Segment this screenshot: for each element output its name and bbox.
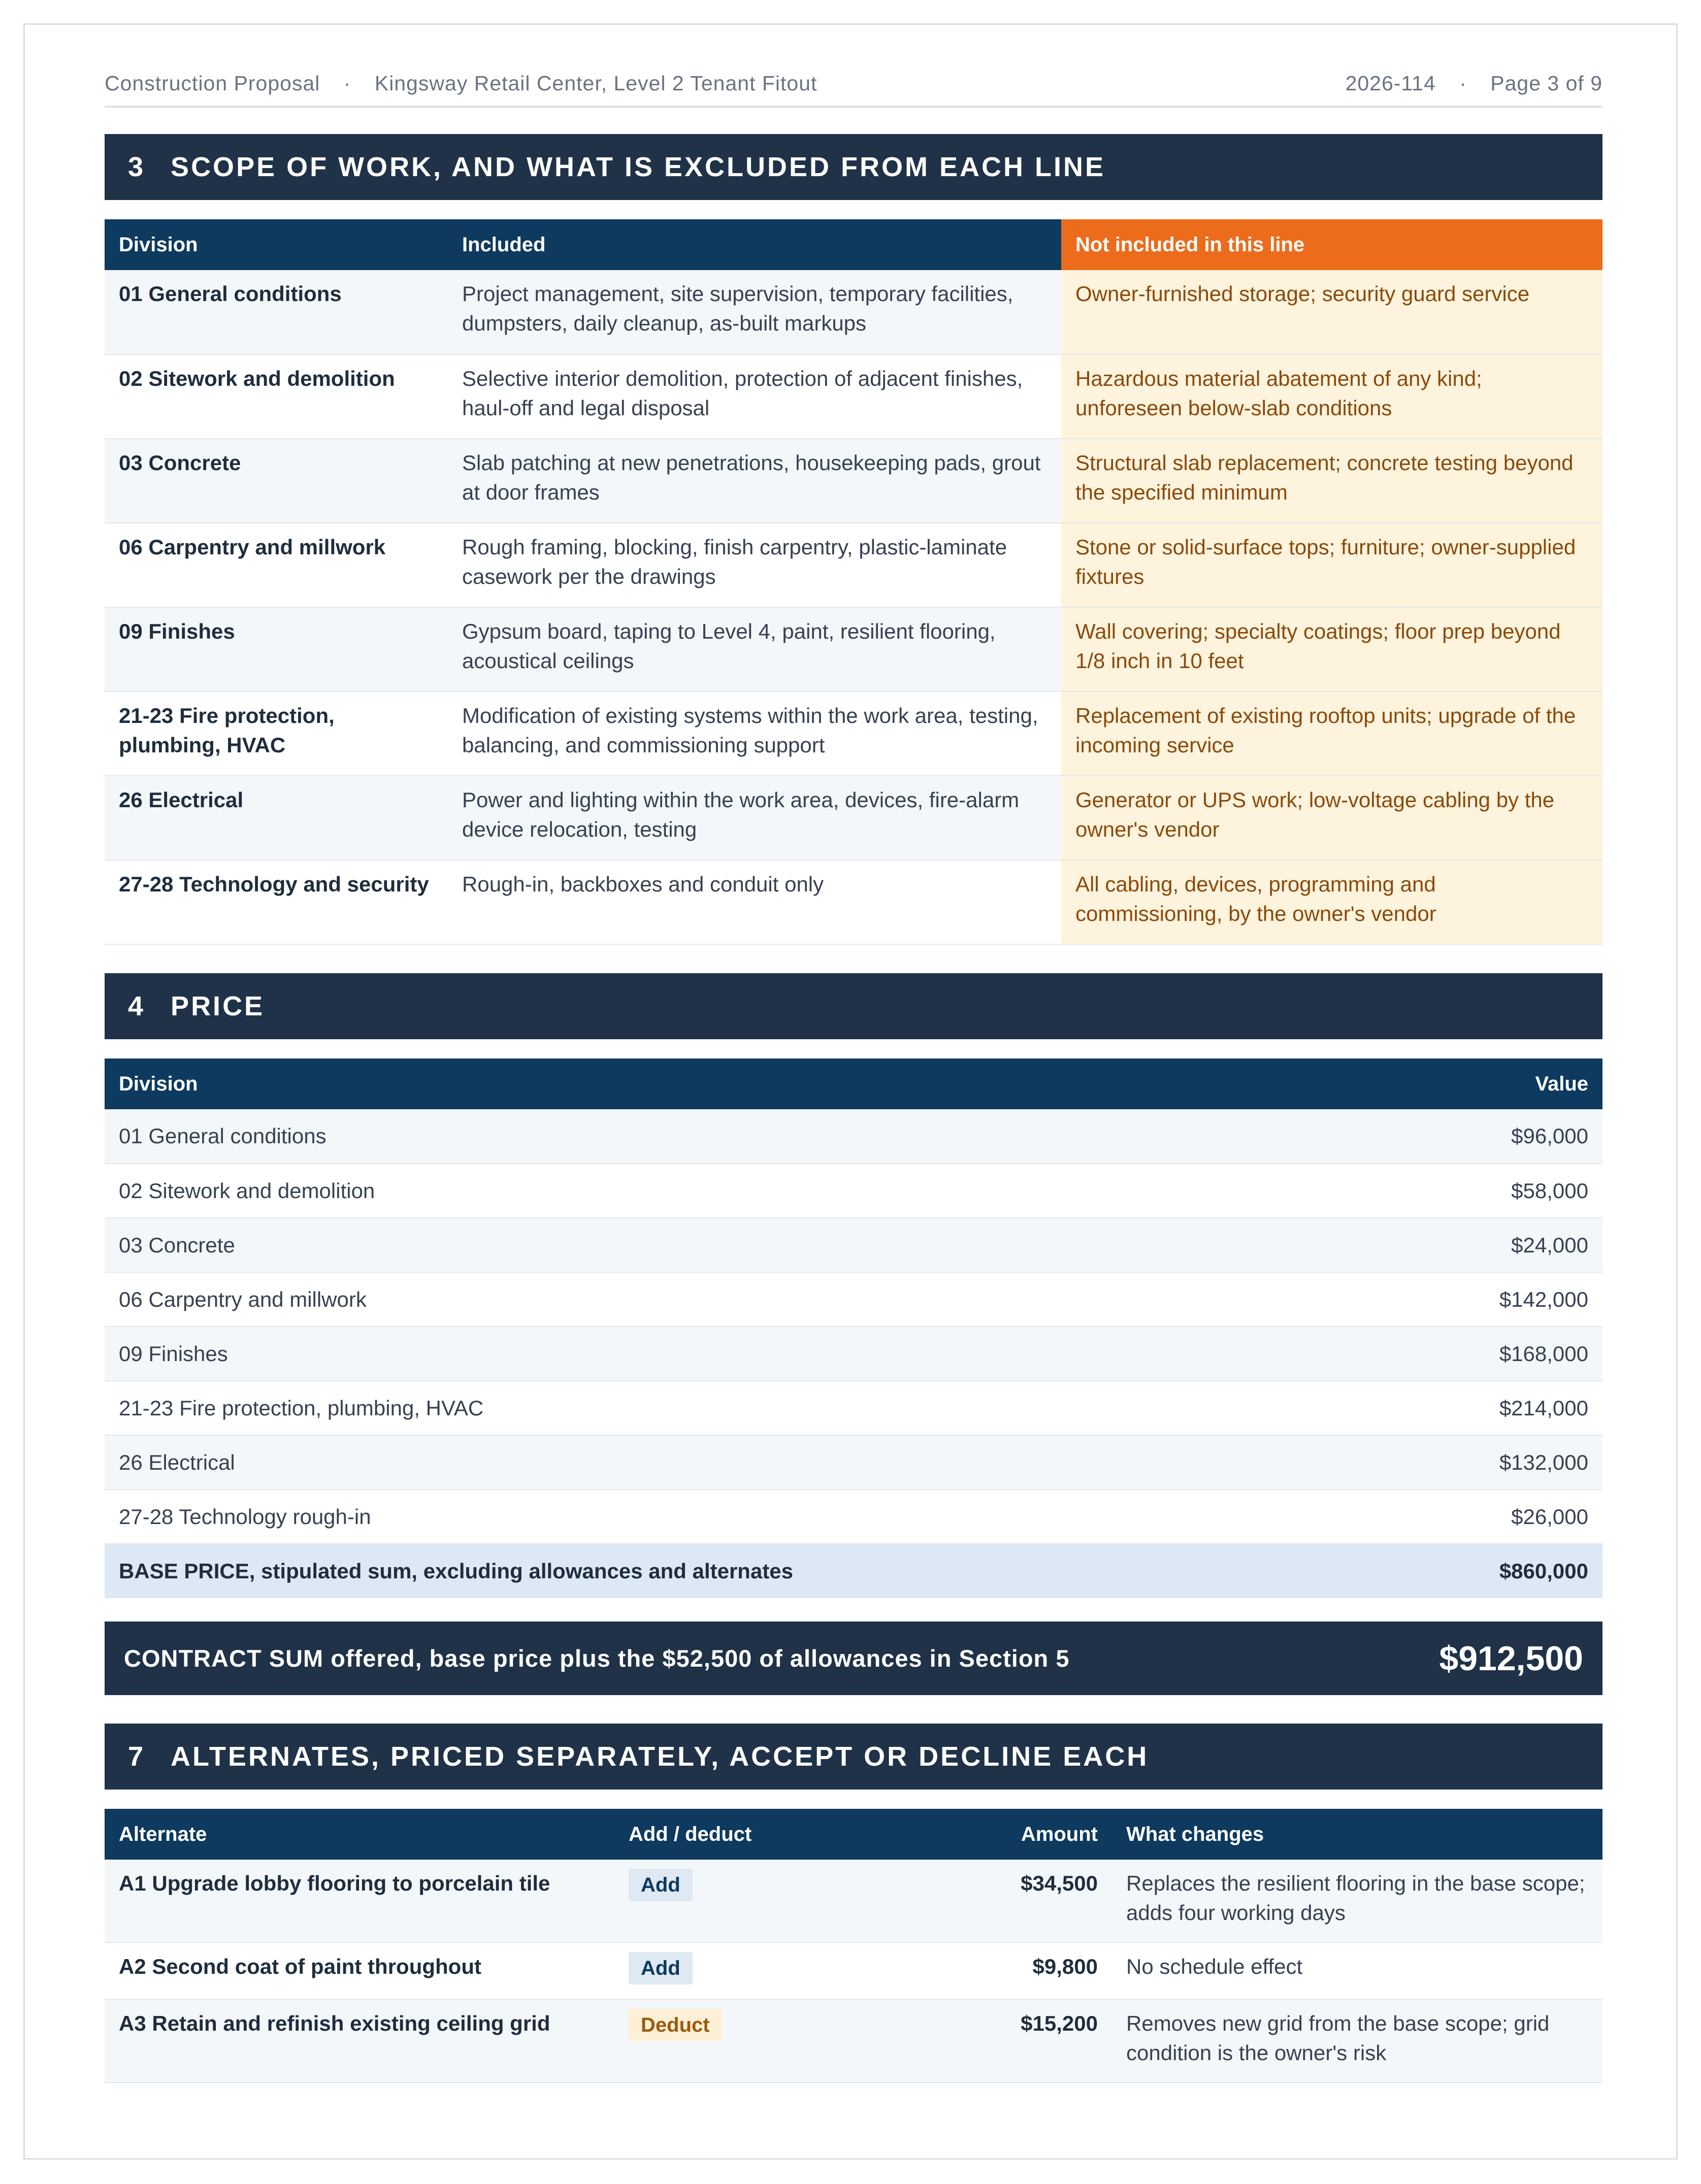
division-cell: 01 General conditions [105, 270, 448, 354]
doc-type: Construction Proposal [105, 71, 320, 95]
price-table [105, 1058, 1602, 1598]
table-header-row [105, 1058, 1602, 1109]
page-content [105, 61, 1602, 2083]
table-row [105, 1381, 1602, 1435]
section-number: 4 [128, 991, 146, 1021]
table-row [105, 607, 1602, 691]
header-right [1346, 72, 1602, 95]
included-cell: Rough framing, blocking, finish carpentry, plastic-laminate casework per the drawings [448, 523, 1061, 607]
table-row [105, 1435, 1602, 1490]
header-separator: · [1459, 71, 1467, 95]
amount-cell: $15,200 [838, 1999, 1112, 2082]
alternates-table [105, 1809, 1602, 2083]
division-cell: 26 Electrical [105, 776, 448, 860]
section-number: 7 [128, 1741, 146, 1772]
column-header: Alternate [105, 1809, 614, 1860]
base-price-label: BASE PRICE, stipulated sum, excluding allowances and alternates [105, 1544, 1323, 1598]
proposal-number: 2026-114 [1345, 71, 1436, 95]
alternate-cell: A1 Upgrade lobby flooring to porcelain tile [105, 1860, 614, 1942]
changes-cell: Replaces the resilient flooring in the base scope; adds four working days [1112, 1860, 1602, 1942]
page-number: Page 3 of 9 [1490, 71, 1602, 95]
table-row [105, 1272, 1602, 1327]
included-cell: Slab patching at new penetrations, housekeeping pads, grout at door frames [448, 439, 1061, 523]
division-cell: 02 Sitework and demolition [105, 354, 448, 439]
alternate-cell: A3 Retain and refinish existing ceiling grid [105, 1999, 614, 2082]
excluded-cell: All cabling, devices, programming and commissioning, by the owner's vendor [1061, 860, 1602, 944]
amount-cell: $9,800 [838, 1942, 1112, 1999]
section-title: PRICE [171, 991, 265, 1021]
section-7-heading [105, 1724, 1602, 1790]
table-row [105, 1490, 1602, 1544]
base-price-row [105, 1544, 1602, 1598]
value-cell: $58,000 [1323, 1164, 1602, 1218]
scope-table [105, 219, 1602, 945]
table-row [105, 270, 1602, 354]
excluded-cell: Structural slab replacement; concrete testing beyond the specified minimum [1061, 439, 1602, 523]
changes-cell: Removes new grid from the base scope; grid condition is the owner's risk [1112, 1999, 1602, 2082]
table-row [105, 1164, 1602, 1218]
division-cell: 02 Sitework and demolition [105, 1164, 1323, 1218]
type-cell [614, 1942, 838, 1999]
value-cell: $142,000 [1323, 1272, 1602, 1327]
excluded-cell: Hazardous material abatement of any kind; unforeseen below-slab conditions [1061, 354, 1602, 439]
division-cell: 09 Finishes [105, 1327, 1323, 1381]
contract-sum-label: CONTRACT SUM offered, base price plus the $52,500 of allowances in Section 5 [124, 1645, 1070, 1672]
table-row [105, 860, 1602, 944]
division-cell: 03 Concrete [105, 439, 448, 523]
excluded-cell: Replacement of existing rooftop units; upgrade of the incoming service [1061, 691, 1602, 776]
division-cell: 26 Electrical [105, 1435, 1323, 1490]
division-cell: 06 Carpentry and millwork [105, 523, 448, 607]
table-row [105, 354, 1602, 439]
value-cell: $26,000 [1323, 1490, 1602, 1544]
header-left [105, 72, 817, 95]
column-header: Amount [838, 1809, 1112, 1860]
value-cell: $132,000 [1323, 1435, 1602, 1490]
table-row [105, 1942, 1602, 1999]
excluded-cell: Stone or solid-surface tops; furniture; owner-supplied fixtures [1061, 523, 1602, 607]
column-header: Division [105, 1058, 1323, 1109]
column-header: Not included in this line [1061, 219, 1602, 270]
division-cell: 21-23 Fire protection, plumbing, HVAC [105, 1381, 1323, 1435]
excluded-cell: Generator or UPS work; low-voltage cabling by the owner's vendor [1061, 776, 1602, 860]
project-name: Kingsway Retail Center, Level 2 Tenant Fitout [374, 71, 817, 95]
value-cell: $24,000 [1323, 1218, 1602, 1272]
column-header: What changes [1112, 1809, 1602, 1860]
section-number: 3 [128, 152, 146, 182]
included-cell: Selective interior demolition, protection of adjacent finishes, haul-off and legal disposal [448, 354, 1061, 439]
table-row [105, 776, 1602, 860]
table-row [105, 1860, 1602, 1942]
column-header: Included [448, 219, 1061, 270]
changes-cell: No schedule effect [1112, 1942, 1602, 1999]
division-cell: 27-28 Technology rough-in [105, 1490, 1323, 1544]
value-cell: $168,000 [1323, 1327, 1602, 1381]
base-price-value: $860,000 [1323, 1544, 1602, 1598]
table-row [105, 523, 1602, 607]
contract-sum-value: $912,500 [1439, 1639, 1583, 1678]
type-cell [614, 1999, 838, 2082]
included-cell: Rough-in, backboxes and conduit only [448, 860, 1061, 944]
value-cell: $96,000 [1323, 1109, 1602, 1164]
table-row [105, 1999, 1602, 2082]
division-cell: 21-23 Fire protection, plumbing, HVAC [105, 691, 448, 776]
header-separator: · [343, 71, 351, 95]
add-badge: Add [629, 1952, 693, 1984]
included-cell: Gypsum board, taping to Level 4, paint, resilient flooring, acoustical ceilings [448, 607, 1061, 691]
type-cell [614, 1860, 838, 1942]
table-row [105, 1109, 1602, 1164]
division-cell: 27-28 Technology and security [105, 860, 448, 944]
included-cell: Power and lighting within the work area, devices, fire-alarm device relocation, testing [448, 776, 1061, 860]
division-cell: 06 Carpentry and millwork [105, 1272, 1323, 1327]
running-header [105, 61, 1602, 108]
table-header-row [105, 1809, 1602, 1860]
section-title: SCOPE OF WORK, AND WHAT IS EXCLUDED FROM EACH LINE [171, 152, 1106, 182]
division-cell: 09 Finishes [105, 607, 448, 691]
table-row [105, 1218, 1602, 1272]
included-cell: Project management, site supervision, temporary facilities, dumpsters, daily cleanup, as-built markups [448, 270, 1061, 354]
column-header: Division [105, 219, 448, 270]
contract-sum-bar [105, 1622, 1602, 1695]
add-badge: Add [629, 1869, 693, 1901]
division-cell: 01 General conditions [105, 1109, 1323, 1164]
value-cell: $214,000 [1323, 1381, 1602, 1435]
deduct-badge: Deduct [629, 2009, 722, 2041]
section-title: ALTERNATES, PRICED SEPARATELY, ACCEPT OR DECLINE EACH [171, 1741, 1149, 1772]
table-row [105, 691, 1602, 776]
table-row [105, 439, 1602, 523]
excluded-cell: Wall covering; specialty coatings; floor prep beyond 1/8 inch in 10 feet [1061, 607, 1602, 691]
excluded-cell: Owner-furnished storage; security guard service [1061, 270, 1602, 354]
section-4-heading [105, 973, 1602, 1039]
alternate-cell: A2 Second coat of paint throughout [105, 1942, 614, 1999]
column-header: Add / deduct [614, 1809, 838, 1860]
amount-cell: $34,500 [838, 1860, 1112, 1942]
column-header: Value [1323, 1058, 1602, 1109]
table-header-row [105, 219, 1602, 270]
table-row [105, 1327, 1602, 1381]
included-cell: Modification of existing systems within the work area, testing, balancing, and commissioning support [448, 691, 1061, 776]
division-cell: 03 Concrete [105, 1218, 1323, 1272]
section-3-heading [105, 134, 1602, 200]
